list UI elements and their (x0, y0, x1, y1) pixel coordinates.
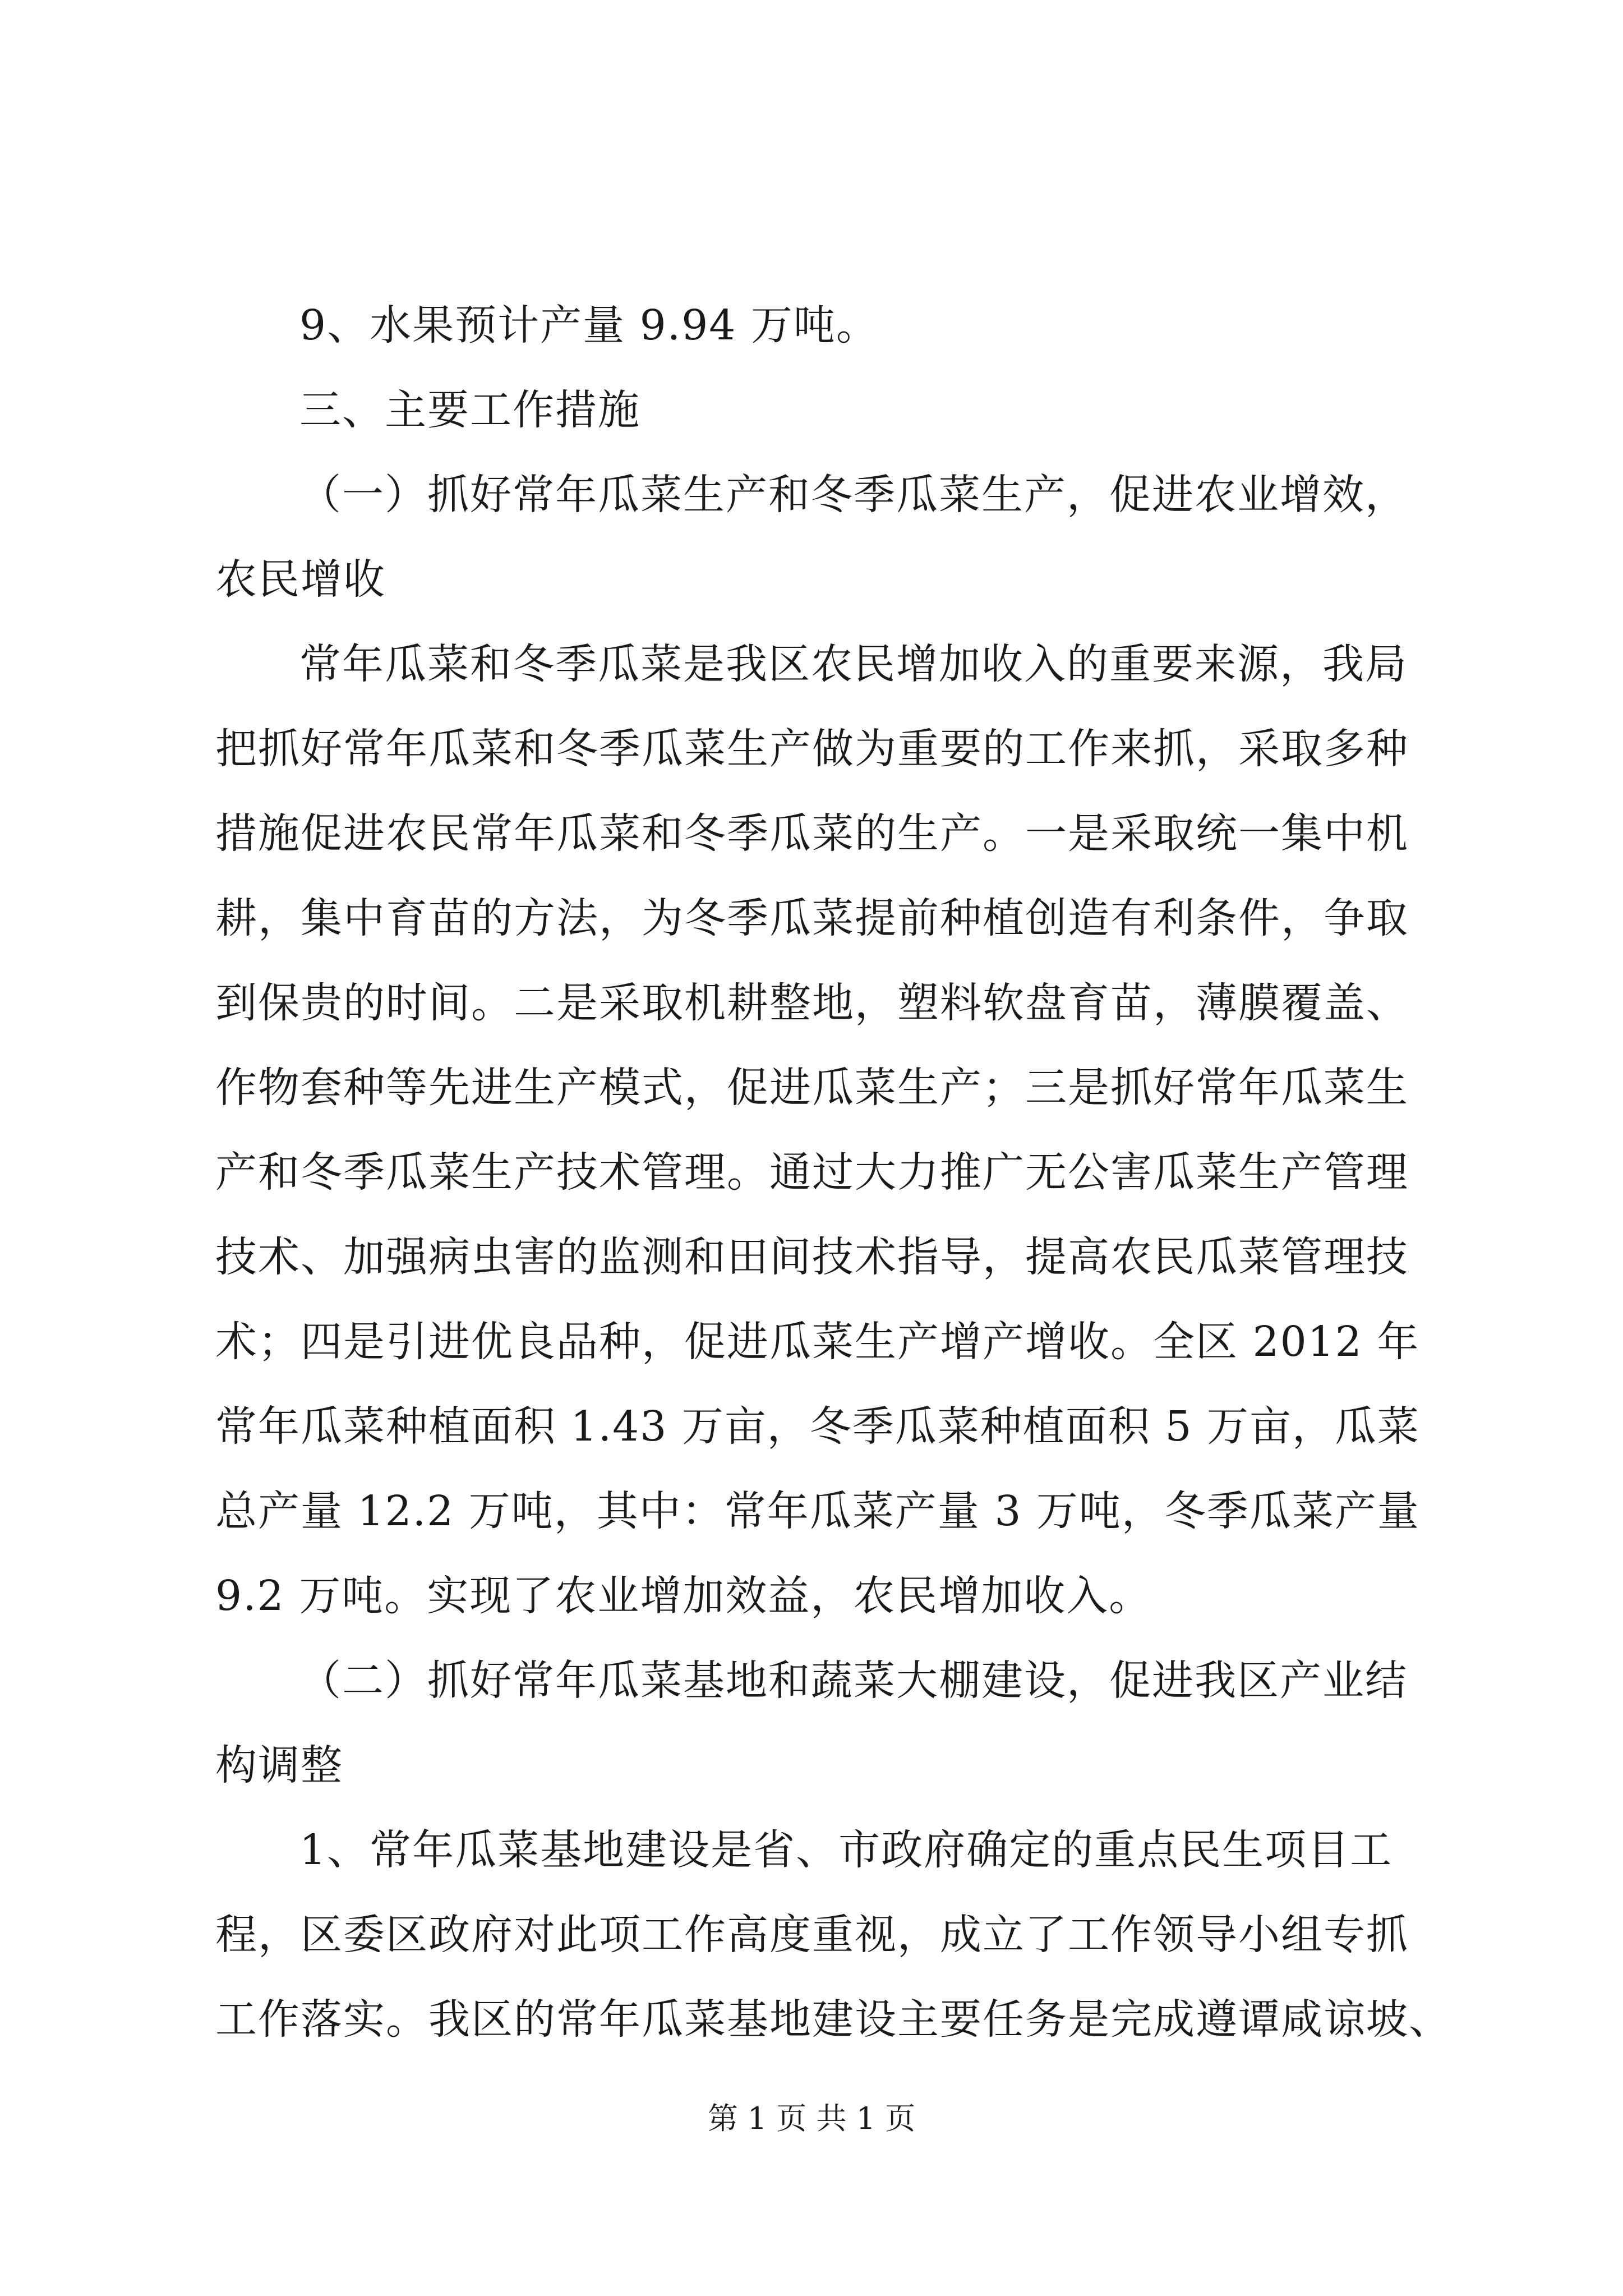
subsection-heading-cont: 农民增收 (215, 555, 386, 604)
subsection-heading-cont: 构调整 (215, 1741, 343, 1789)
text-line: 作物套种等先进生产模式，促进瓜菜生产；三是抓好常年瓜菜生 (215, 1064, 1409, 1112)
text-line: 1、常年瓜菜基地建设是省、市政府确定的重点民生项目工 (299, 1826, 1393, 1874)
text-line: 工作落实。我区的常年瓜菜基地建设主要任务是完成遵谭咸谅坡、 (215, 1995, 1451, 2044)
subsection-heading: （一）抓好常年瓜菜生产和冬季瓜菜生产，促进农业增效， (299, 471, 1408, 519)
text-line: 9.2 万吨。实现了农业增加效益，农民增加收入。 (215, 1572, 1152, 1620)
text-line: 常年瓜菜种植面积 1.43 万亩，冬季瓜菜种植面积 5 万亩，瓜菜 (215, 1402, 1420, 1451)
text-line: 9、水果预计产量 9.94 万吨。 (299, 301, 879, 349)
text-line: 常年瓜菜和冬季瓜菜是我区农民增加收入的重要来源，我局 (299, 640, 1408, 688)
section-heading: 三、主要工作措施 (299, 386, 640, 434)
text-line: 术；四是引进优良品种，促进瓜菜生产增产增收。全区 2012 年 (215, 1318, 1420, 1366)
text-line: 措施促进农民常年瓜菜和冬季瓜菜的生产。一是采取统一集中机 (215, 809, 1409, 858)
text-line: 把抓好常年瓜菜和冬季瓜菜生产做为重要的工作来抓，采取多种 (215, 725, 1409, 773)
text-line: 耕，集中育苗的方法，为冬季瓜菜提前种植创造有利条件，争取 (215, 894, 1409, 942)
text-line: 产和冬季瓜菜生产技术管理。通过大力推广无公害瓜菜生产管理 (215, 1148, 1409, 1197)
text-line: 到保贵的时间。二是采取机耕整地，塑料软盘育苗，薄膜覆盖、 (215, 979, 1409, 1027)
text-line: 技术、加强病虫害的监测和田间技术指导，提高农民瓜菜管理技 (215, 1233, 1409, 1281)
text-line: 程，区委区政府对此项工作高度重视，成立了工作领导小组专抓 (215, 1911, 1409, 1959)
subsection-heading: （二）抓好常年瓜菜基地和蔬菜大棚建设，促进我区产业结 (299, 1657, 1408, 1705)
page-number-footer: 第 1 页 共 1 页 (707, 2101, 916, 2136)
text-line: 总产量 12.2 万吨，其中：常年瓜菜产量 3 万吨，冬季瓜菜产量 (215, 1487, 1420, 1535)
